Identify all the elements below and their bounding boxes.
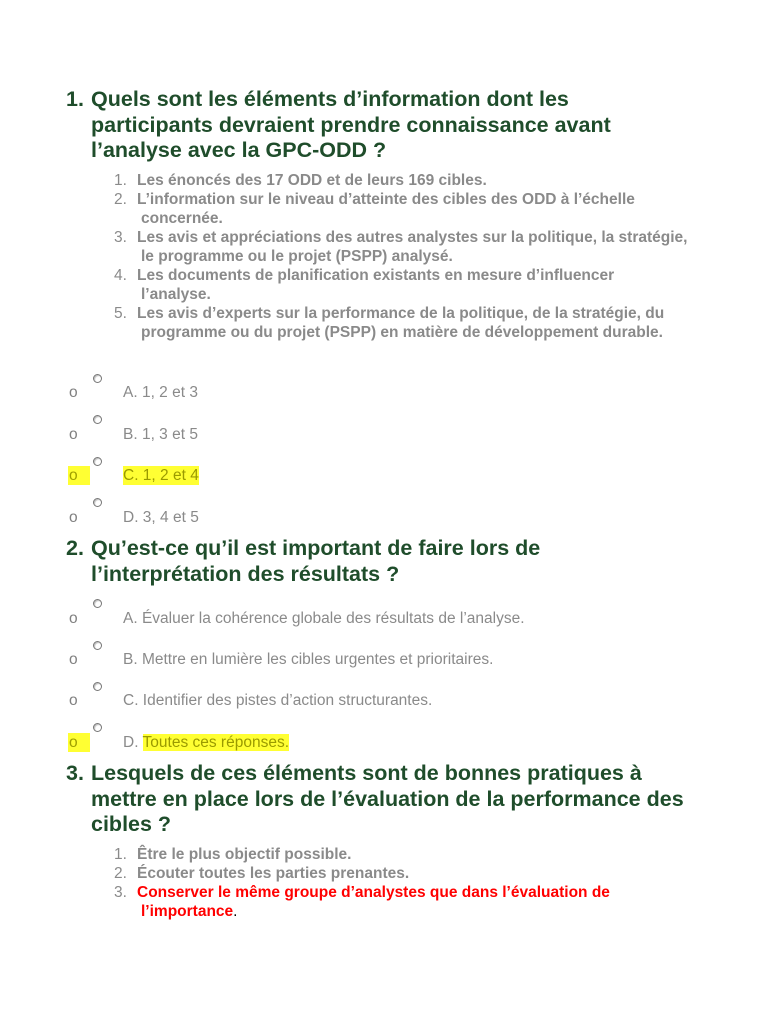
radio-option-d[interactable] xyxy=(93,723,102,732)
bullet-icon-highlighted: o xyxy=(68,733,90,752)
item-text: Les avis d’experts sur la performance de la politique, de la stratégie, du programme ou du projet (PSPP) en matière de développement durable. xyxy=(137,305,665,341)
question-text: Qu’est-ce qu’il est important de faire lors de l’interprétation des résultats ? xyxy=(91,536,541,586)
list-item xyxy=(108,171,688,190)
item-trailing-period: . xyxy=(233,903,238,920)
radio-option-b[interactable] xyxy=(93,641,102,650)
item-number: 5. xyxy=(114,305,127,322)
question-1-statements xyxy=(108,171,688,342)
question-text: Lesquels de ces éléments sont de bonnes pratiques à mettre en place lors de l’évaluation de la performance des cibles ? xyxy=(91,761,684,836)
radio-option-c[interactable] xyxy=(93,457,102,466)
bullet-icon: o xyxy=(69,384,78,401)
item-text: L’information sur le niveau d’atteinte des cibles des ODD à l’échelle concernée. xyxy=(137,191,635,227)
option-c-label: C. Identifier des pistes d’action structurantes. xyxy=(123,692,433,709)
list-item xyxy=(108,190,688,228)
item-text xyxy=(137,883,688,921)
item-number: 3. xyxy=(114,884,127,901)
item-number: 4. xyxy=(114,267,127,284)
option-d-label xyxy=(123,733,289,752)
option-d-label: D. 3, 4 et 5 xyxy=(123,509,199,526)
item-text: Les avis et appréciations des autres analystes sur la politique, la stratégie, le programme ou le projet (PSPP) analysé. xyxy=(137,229,688,265)
radio-option-b[interactable] xyxy=(93,415,102,424)
item-text-red: Conserver le même groupe d’analystes que dans l’évaluation de l’importance xyxy=(137,884,610,920)
item-text: Les documents de planification existants en mesure d’influencer l’analyse. xyxy=(137,267,615,303)
option-b-label: B. 1, 3 et 5 xyxy=(123,426,198,443)
option-a-label: A. Évaluer la cohérence globale des résultats de l’analyse. xyxy=(123,610,525,627)
bullet-icon: o xyxy=(69,692,78,709)
question-3-statements xyxy=(108,845,688,921)
item-number: 2. xyxy=(114,191,127,208)
option-b-label: B. Mettre en lumière les cibles urgentes et prioritaires. xyxy=(123,651,494,668)
option-prefix: D. xyxy=(123,734,143,751)
bullet-icon: o xyxy=(69,509,78,526)
bullet-icon-highlighted: o xyxy=(68,466,90,485)
question-1-title xyxy=(66,87,686,164)
bullet-icon: o xyxy=(69,426,78,443)
list-item xyxy=(108,883,688,921)
list-item xyxy=(108,228,688,266)
option-c-label-correct: C. 1, 2 et 4 xyxy=(123,467,199,484)
item-number: 3. xyxy=(114,229,127,246)
list-item xyxy=(108,266,688,304)
list-item xyxy=(108,304,688,342)
item-text: Écouter toutes les parties prenantes. xyxy=(137,865,410,882)
bullet-icon: o xyxy=(69,610,78,627)
question-number: 3. xyxy=(66,761,84,785)
question-text: Quels sont les éléments d’information dont les participants devraient prendre connaissance avant l’analyse avec la GPC-ODD ? xyxy=(91,87,611,162)
item-text: Être le plus objectif possible. xyxy=(137,846,352,863)
question-number: 1. xyxy=(66,87,84,111)
radio-option-a[interactable] xyxy=(93,599,102,608)
item-number: 1. xyxy=(114,172,127,189)
item-number: 1. xyxy=(114,846,127,863)
question-3-title xyxy=(66,761,686,838)
bullet-icon: o xyxy=(69,651,78,668)
item-text: Les énoncés des 17 ODD et de leurs 169 cibles. xyxy=(137,172,487,189)
radio-option-a[interactable] xyxy=(93,374,102,383)
list-item xyxy=(108,845,688,864)
radio-option-c[interactable] xyxy=(93,682,102,691)
radio-option-d[interactable] xyxy=(93,498,102,507)
item-number: 2. xyxy=(114,865,127,882)
list-item xyxy=(108,864,688,883)
option-a-label: A. 1, 2 et 3 xyxy=(123,384,198,401)
question-number: 2. xyxy=(66,536,84,560)
question-2-title xyxy=(66,536,686,587)
option-d-label-correct: Toutes ces réponses. xyxy=(142,734,290,751)
